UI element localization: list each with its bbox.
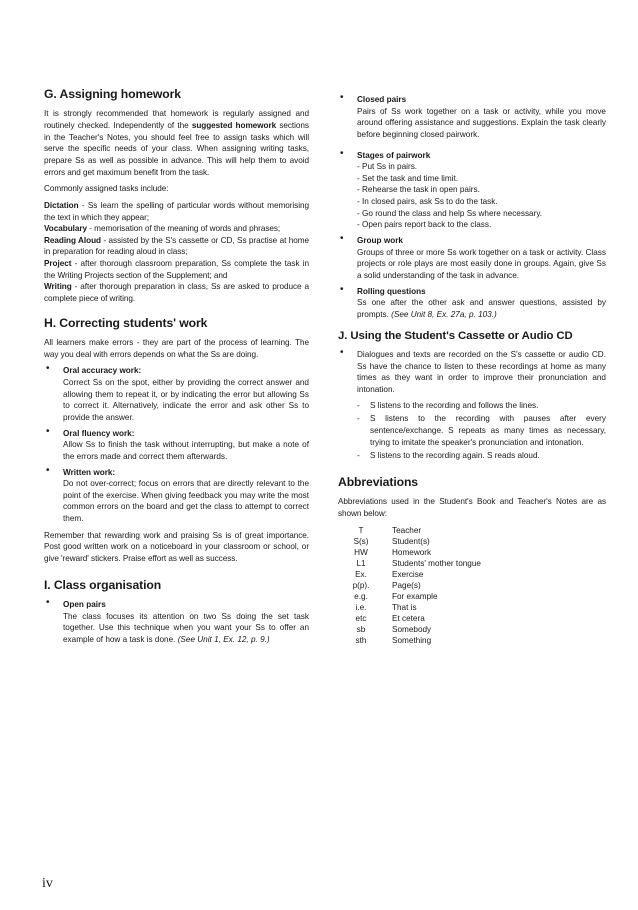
list-item: • Written work: Do not over-correct; focus on errors that are directly relevant to the point of the exercise. When giving feedback you may write the most common errors on the board and get the class to attempt to correct them. bbox=[44, 467, 309, 525]
table-row: i.e. That is bbox=[355, 602, 417, 612]
table-row: L1 Students' mother tongue bbox=[356, 558, 481, 568]
table-row: Ex. Exercise bbox=[355, 569, 424, 579]
class-organisation-list bbox=[338, 94, 606, 321]
table-row: etc Et cetera bbox=[355, 614, 425, 624]
list-item: • Oral fluency work: Allow Ss to finish the task without interrupting, but make a note of the errors made and correct them afterwards. bbox=[44, 428, 309, 463]
abbreviations-table bbox=[344, 525, 481, 647]
table-row: HW Homework bbox=[354, 547, 432, 557]
table-row: p(p). Page(s) bbox=[352, 580, 421, 590]
table-row: S(s) Student(s) bbox=[353, 536, 430, 546]
list-item: • Open pairs The class focuses its attention on two Ss doing the set task together. Use this technique when you want your Ss to offer an example of how a task is done. (See Unit 1, Ex. 12, p. 9.) bbox=[44, 599, 309, 646]
section-i-title: I. Class organisation bbox=[44, 577, 162, 592]
audio-steps bbox=[357, 400, 606, 462]
list-item: • Oral accuracy work: Correct Ss on the spot, either by providing the correct answer and allowing them to repeat it, or by indicating the error but allowing Ss to correct it. Alternatively, indicate the error and ask other Ss to provide the answer. bbox=[44, 365, 309, 423]
table-row: sb Somebody bbox=[356, 625, 432, 635]
open-pairs-list bbox=[44, 599, 309, 646]
list-item: • Group work Groups of three or more Ss work together on a task or activity. Class projects or role plays are most easily done in groups. Again, give Ss a solid understanding of the task in advance. bbox=[338, 235, 606, 282]
abbreviations-intro: Abbreviations used in the Student's Book and Teacher's Notes are as shown below: bbox=[338, 497, 606, 518]
table-row: sth Something bbox=[355, 636, 432, 646]
left-column bbox=[44, 88, 309, 651]
list-item: - S listens to the recording and follows the lines. bbox=[357, 400, 606, 412]
abbreviations-title: Abbreviations bbox=[338, 474, 418, 489]
section-g-paragraph-2: Commonly assigned tasks include: bbox=[44, 184, 169, 194]
right-column bbox=[338, 94, 606, 646]
audio-list bbox=[338, 349, 606, 462]
list-item: • Closed pairs Pairs of Ss work together on a task or activity, while you move around offering assistance and suggestions. Explain the task clearly before beginning closed pairwork. bbox=[338, 94, 606, 141]
list-item: - S listens to the recording again. S reads aloud. bbox=[357, 450, 606, 462]
table-row: T Teacher bbox=[358, 525, 422, 535]
section-g-title: G. Assigning homework bbox=[44, 87, 181, 101]
section-g-paragraph-1: It is strongly recommended that homework is regularly assigned and routinely checked. Independently of the suggested homework sections in the Teacher's Notes, you should feel free to assign tasks which will serve the specific needs of your class. When assigning writing tasks, prepare Ss as well as possible in advance. This will help them to avoid errors and get maximum benefit from the task. bbox=[44, 109, 309, 177]
correction-list bbox=[44, 365, 309, 524]
list-item: - S listens to the recording with pauses after every sentence/exchange. S repeats as many times as necessary, trying to imitate the speaker's pronunciation and intonation. bbox=[357, 413, 606, 448]
section-h-intro: All learners make errors - they are part of the process of learning. The way you deal with errors depends on what the Ss are doing. bbox=[44, 338, 309, 359]
list-item: • Rolling questions Ss one after the other ask and answer questions, assisted by prompts. (See Unit 8, Ex. 27a, p. 103.) bbox=[338, 286, 606, 321]
list-item: • Dialogues and texts are recorded on the S's cassette or audio CD. Ss have the chance to listen to these recordings at home as many times as they want in order to improve their pronunciation and intonation. - S listens to the recording and follows the lines. - S listens to the recording with pauses after every sentence/exchange. S repeats as many times as necessary, trying to imitate the speaker's pronunciation and intonation. - S listens to the recording again. S reads aloud. bbox=[338, 349, 606, 462]
section-j-title: J. Using the Student's Cassette or Audio CD bbox=[338, 329, 573, 342]
list-item: • Stages of pairwork - Put Ss in pairs. - Set the task and time limit. - Rehearse the task in open pairs. - In closed pairs, ask Ss to do the task. - Go round the class and help Ss where necessary. - Open pairs report back to the class. bbox=[338, 150, 606, 231]
section-h-title: H. Correcting students' work bbox=[44, 315, 208, 330]
task-list: Dictation - Ss learn the spelling of particular words without memorising the text in which they appear; Vocabulary - memorisation of the meaning of words and phrases; Reading Aloud - assisted by the S's cassette or CD, Ss practise at home in preparation for reading aloud in class; Project - after thorough classroom preparation, Ss complete the task in the Writing Projects section of the Supplement; and Writing - after thorough preparation in class, Ss are asked to produce a complete piece of writing. bbox=[44, 200, 310, 304]
section-h-outro: Remember that rewarding work and praising Ss is of great importance. Post good written work on a noticeboard in your classroom or school, or give 'reward' stickers. Praise effort as well as success. bbox=[44, 530, 309, 563]
page-number: iv bbox=[42, 876, 53, 891]
table-row: e.g. For example bbox=[354, 591, 438, 601]
